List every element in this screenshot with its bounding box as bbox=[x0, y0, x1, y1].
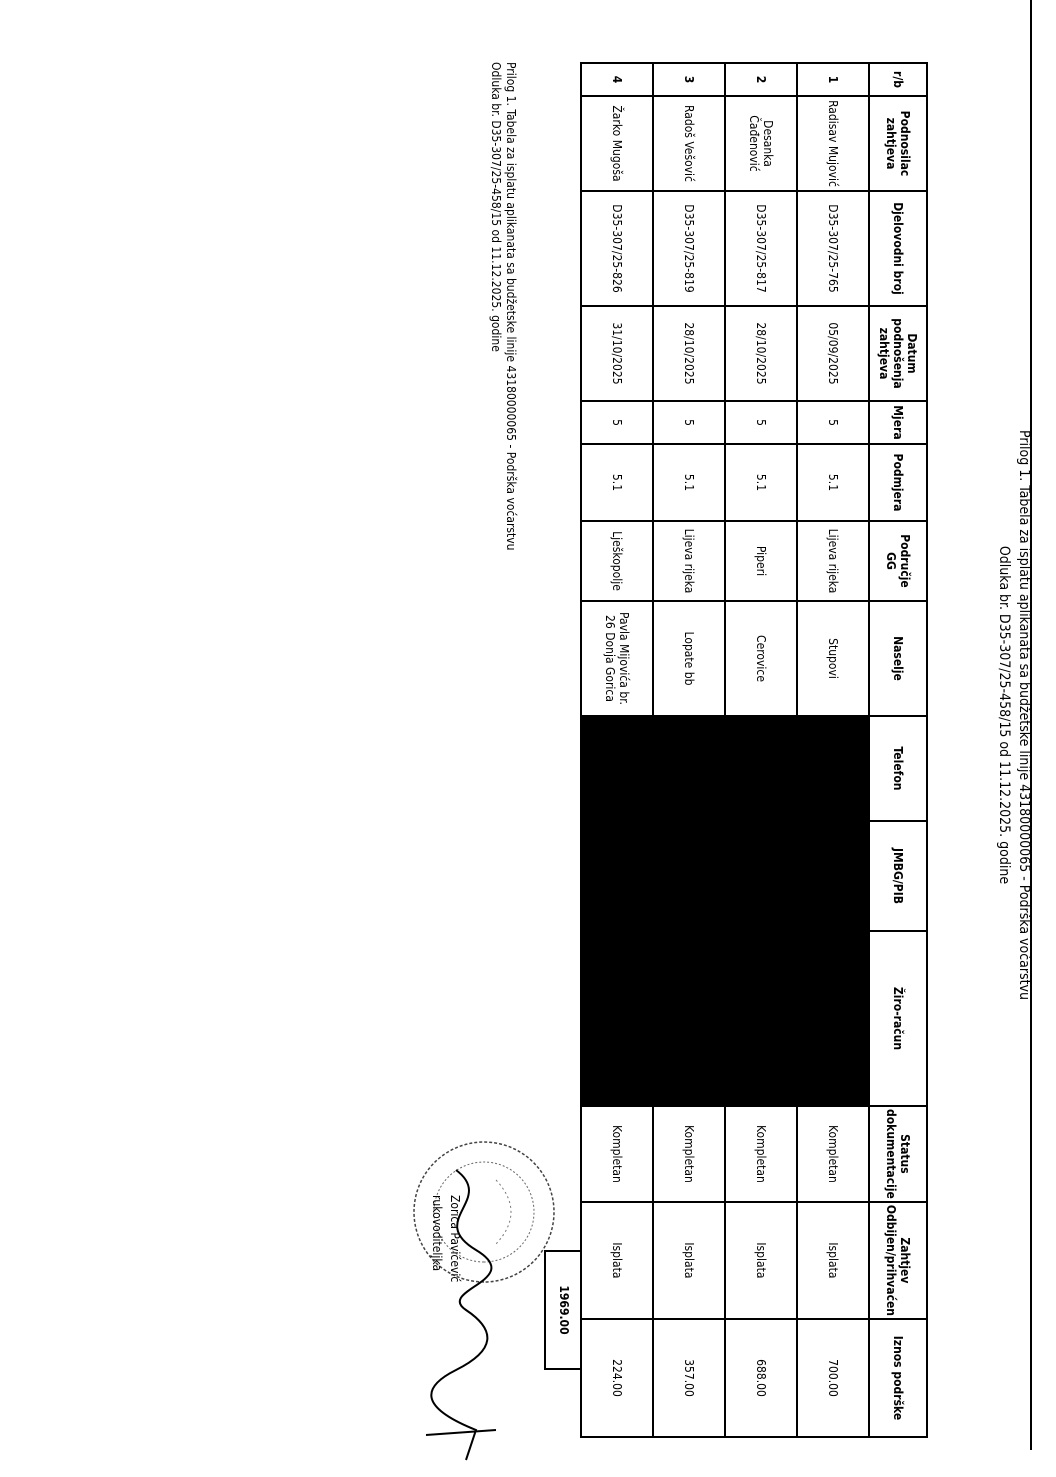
redacted-telefon bbox=[653, 716, 725, 821]
redacted-jmbg bbox=[653, 821, 725, 931]
cell-podrucje: Lijeva rijeka bbox=[653, 521, 725, 601]
header-podmjera: Podmjera bbox=[869, 444, 927, 521]
header-podnosilac: Podnosilac zahtjeva bbox=[869, 96, 927, 191]
cell-iznos: 700.00 bbox=[797, 1319, 869, 1437]
cell-iznos: 224.00 bbox=[581, 1319, 653, 1437]
header-status: Status dokumentacije bbox=[869, 1106, 927, 1202]
signatory-role: rukovoditeljka bbox=[430, 1195, 444, 1272]
table-row bbox=[797, 63, 869, 1437]
cell-podnosilac: Žarko Mugoša bbox=[581, 96, 653, 191]
cell-status: Kompletan bbox=[797, 1106, 869, 1202]
header-telefon: Telefon bbox=[869, 716, 927, 821]
cell-podmjera: 5.1 bbox=[581, 444, 653, 521]
cell-naselje: Pavla Mijovića br. 26 Donja Gorica bbox=[581, 601, 653, 716]
redacted-telefon bbox=[797, 716, 869, 821]
table-row bbox=[581, 63, 653, 1437]
header-jmbg: JMBG/PIB bbox=[869, 821, 927, 931]
cell-podmjera: 5.1 bbox=[653, 444, 725, 521]
cell-datum: 28/10/2025 bbox=[725, 306, 797, 401]
cell-naselje: Stupovi bbox=[797, 601, 869, 716]
cell-naselje: Cerovice bbox=[725, 601, 797, 716]
cell-status: Kompletan bbox=[581, 1106, 653, 1202]
header-datum: Datum podnošenja zahtjeva bbox=[869, 306, 927, 401]
header-mjera: Mjera bbox=[869, 401, 927, 444]
cell-rb: 3 bbox=[653, 63, 725, 96]
document-subtitle: Odluka br. D35-307/25-458/15 od 11.12.2025. godine bbox=[996, 545, 1012, 885]
cell-datum: 05/09/2025 bbox=[797, 306, 869, 401]
header-djelovodni-broj: Djelovodni broj bbox=[869, 191, 927, 306]
redacted-telefon bbox=[581, 716, 653, 821]
header-zahtjev: Zahtjev Odbijen/prihvaćen bbox=[869, 1202, 927, 1319]
cell-rb: 1 bbox=[797, 63, 869, 96]
header-rb: r/b bbox=[869, 63, 927, 96]
cell-podmjera: 5.1 bbox=[725, 444, 797, 521]
cell-status: Kompletan bbox=[725, 1106, 797, 1202]
redacted-jmbg bbox=[797, 821, 869, 931]
cell-rb: 2 bbox=[725, 63, 797, 96]
cell-mjera: 5 bbox=[581, 401, 653, 444]
cell-mjera: 5 bbox=[653, 401, 725, 444]
cell-iznos: 357.00 bbox=[653, 1319, 725, 1437]
cell-djelovodni-broj: D35-307/25-826 bbox=[581, 191, 653, 306]
document-title: Prilog 1. Tabela za isplatu aplikanata sa budžetske linije 43180000065 - Podrška voćarstvu bbox=[1016, 430, 1032, 1000]
cell-podnosilac: Desanka Čađenović bbox=[725, 96, 797, 191]
cell-podrucje: Lijeva rijeka bbox=[797, 521, 869, 601]
cell-zahtjev: Isplata bbox=[581, 1202, 653, 1319]
cell-djelovodni-broj: D35-307/25-765 bbox=[797, 191, 869, 306]
cell-status: Kompletan bbox=[653, 1106, 725, 1202]
payment-table bbox=[580, 62, 928, 1438]
redacted-ziro-racun bbox=[725, 931, 797, 1106]
cell-podrucje: Piperi bbox=[725, 521, 797, 601]
caption-line-1: Prilog 1. Tabela za isplatu aplikanata sa budžetske linije 43180000065 - Podrška voćarstvu bbox=[504, 62, 518, 551]
table-row bbox=[653, 63, 725, 1437]
caption-line-2: Odluka br. D35-307/25-458/15 od 11.12.2025. godine bbox=[489, 62, 503, 352]
cell-podnosilac: Radoš Vešović bbox=[653, 96, 725, 191]
redacted-ziro-racun bbox=[653, 931, 725, 1106]
cell-datum: 28/10/2025 bbox=[653, 306, 725, 401]
redacted-jmbg bbox=[581, 821, 653, 931]
cell-podrucje: Lješkopolje bbox=[581, 521, 653, 601]
cell-zahtjev: Isplata bbox=[797, 1202, 869, 1319]
signatory-name: Zorica Pavićević bbox=[448, 1195, 462, 1283]
table-row bbox=[725, 63, 797, 1437]
cell-zahtjev: Isplata bbox=[653, 1202, 725, 1319]
redacted-ziro-racun bbox=[797, 931, 869, 1106]
cell-podnosilac: Radisav Mujović bbox=[797, 96, 869, 191]
cell-djelovodni-broj: D35-307/25-817 bbox=[725, 191, 797, 306]
header-naselje: Naselje bbox=[869, 601, 927, 716]
cell-rb: 4 bbox=[581, 63, 653, 96]
cell-datum: 31/10/2025 bbox=[581, 306, 653, 401]
cell-iznos: 688.00 bbox=[725, 1319, 797, 1437]
cell-djelovodni-broj: D35-307/25-819 bbox=[653, 191, 725, 306]
cell-mjera: 5 bbox=[725, 401, 797, 444]
cell-naselje: Lopate bb bbox=[653, 601, 725, 716]
redacted-ziro-racun bbox=[581, 931, 653, 1106]
table-header-row bbox=[869, 63, 927, 1437]
cell-zahtjev: Isplata bbox=[725, 1202, 797, 1319]
redacted-jmbg bbox=[725, 821, 797, 931]
cell-podmjera: 5.1 bbox=[797, 444, 869, 521]
header-ziro-racun: Žiro-račun bbox=[869, 931, 927, 1106]
header-iznos: Iznos podrške bbox=[869, 1319, 927, 1437]
header-podrucje: Područje GG bbox=[869, 521, 927, 601]
redacted-telefon bbox=[725, 716, 797, 821]
cell-mjera: 5 bbox=[797, 401, 869, 444]
total-amount: 1969.00 bbox=[544, 1250, 582, 1370]
